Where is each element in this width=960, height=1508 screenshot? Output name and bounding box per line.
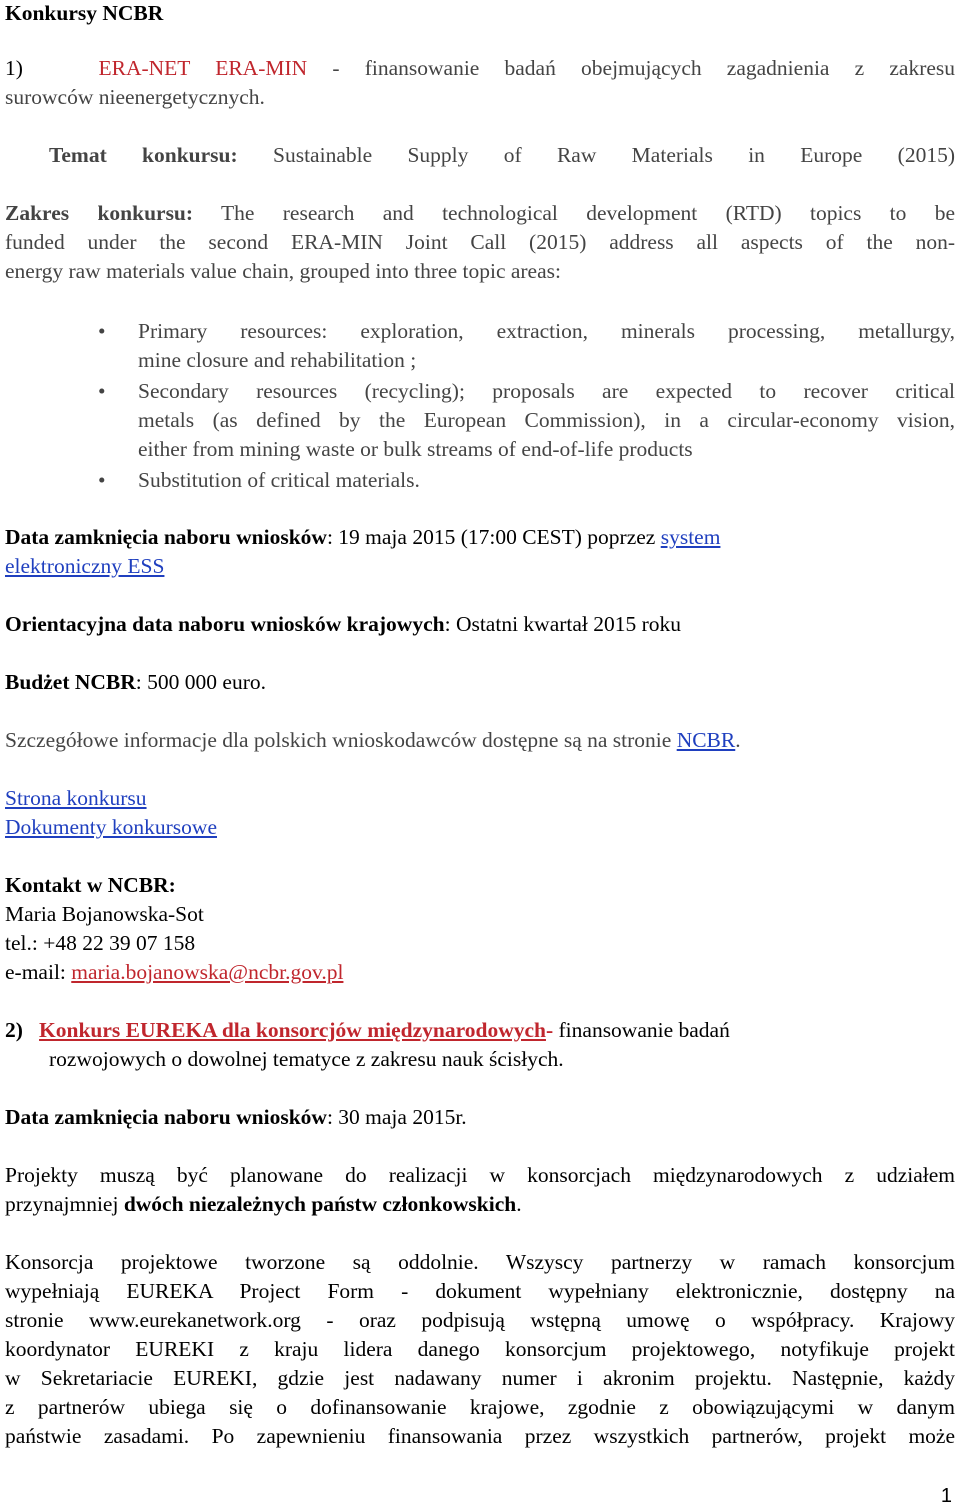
member-states-emphasis: dwóch niezależnych państw członkowskich — [123, 1192, 517, 1216]
details-text: Szczegółowe informacje dla polskich wnioskodawców dostępne są na stronie — [5, 728, 677, 752]
topic-list — [5, 317, 955, 495]
page-number: 1 — [940, 1485, 952, 1507]
consortia-line: wypełniają EUREKA Project Form - dokument wypełniany elektronicznie, dostępny na — [5, 1279, 955, 1303]
consortia-paragraph — [5, 1248, 955, 1451]
s2-deadline-value: : 30 maja 2015r. — [326, 1105, 467, 1129]
section-2-desc-line2: rozwojowych o dowolnej tematyce z zakresu nauk ścisłych. — [49, 1047, 564, 1071]
page-title: Konkursy NCBR — [5, 1, 164, 25]
details-row: Szczegółowe informacje dla polskich wnioskodawców dostępne są na stronie NCBR. — [5, 728, 741, 752]
section-1-desc-line2: surowców nieenergetycznych. — [5, 85, 265, 109]
consortia-line: państwie zasadami. Po zapewnieniu finansowania przez wszystkich partnerów, projekt może — [5, 1424, 955, 1448]
section-1-number: 1) — [5, 56, 23, 80]
consortia-line: w Sekretariacie EUREKI, gdzie jest nadawany numer i akronim projektu. Następnie, każdy — [5, 1366, 955, 1390]
zakres-line3: energy raw materials value chain, grouped into three topic areas: — [5, 259, 561, 283]
section-1-name: ERA-NET ERA-MIN — [98, 56, 308, 80]
links-block — [5, 784, 955, 842]
consortia-line: z partnerów ubiega się o dofinansowanie krajowe, zgodnie z obowiązującymi w danym — [5, 1395, 955, 1419]
bullet-icon: • — [98, 319, 106, 343]
zakres-label: Zakres konkursu: — [5, 201, 194, 225]
orient-value: : Ostatni kwartał 2015 roku — [444, 612, 682, 636]
ncbr-link[interactable]: NCBR — [676, 728, 736, 752]
budget-row — [5, 668, 955, 697]
zakres-line2: funded under the second ERA-MIN Joint Call (2015) address all aspects of the non- — [5, 230, 955, 254]
section-2-number: 2) — [5, 1018, 23, 1042]
deadline-label: Data zamknięcia naboru wniosków — [5, 525, 327, 549]
consortia-line: Konsorcja projektowe tworzone są oddolnie. Wszyscy partnerzy w ramach konsorcjum — [5, 1250, 955, 1274]
zakres-line1: The research and technological development (RTD) topics to be — [193, 201, 956, 225]
dokumenty-konkursowe-link[interactable]: Dokumenty konkursowe — [5, 815, 217, 839]
contact-tel: tel.: +48 22 39 07 158 — [5, 931, 196, 955]
contact-email-link[interactable]: maria.bojanowska@ncbr.gov.pl — [71, 960, 344, 984]
contact-email-label: e-mail: — [5, 960, 72, 984]
bullet-icon: • — [98, 468, 106, 492]
consortia-line: stronie www.eurekanetwork.org - oraz podpisują wstępną umowę o współpracy. Krajowy — [5, 1308, 955, 1332]
contact-block — [5, 871, 955, 987]
section-2-header: 2) Konkurs EUREKA dla konsorcjów międzynarodowych- finansowanie badań rozwojowych o dowolnej tematyce z zakresu nauk ścisłych. — [5, 1016, 955, 1074]
contact-name: Maria Bojanowska-Sot — [5, 902, 204, 926]
zakres-block — [5, 199, 955, 286]
orient-row — [5, 610, 955, 639]
projects-paragraph: Projekty muszą być planowane do realizacji w konsorcjach międzynarodowych z udziałem przynajmniej dwóch niezależnych państw członkowskich. — [5, 1163, 955, 1216]
ess-system-link[interactable]: system — [660, 525, 721, 549]
topic-item: • Primary resources: exploration, extraction, minerals processing, metallurgy, mine closure and rehabilitation ; — [98, 319, 955, 372]
strona-konkursu-link[interactable]: Strona konkursu — [5, 786, 147, 810]
ess-electronic-link[interactable]: elektroniczny ESS — [5, 554, 165, 578]
topic-item: • Secondary resources (recycling); proposals are expected to recover critical metals (as defined by the European Commission), in a circular-economy vision, either from mining waste or bulk streams of end-of-life products — [98, 379, 955, 461]
budget-label: Budżet NCBR — [5, 670, 136, 694]
budget-value: : 500 000 euro. — [135, 670, 266, 694]
eureka-contest-link[interactable]: Konkurs EUREKA dla konsorcjów międzynarodowych — [39, 1018, 546, 1042]
deadline-block — [5, 523, 955, 581]
temat-label: Temat konkursu: — [49, 143, 238, 167]
section-1-header — [5, 54, 955, 112]
s2-deadline-label: Data zamknięcia naboru wniosków — [5, 1105, 327, 1129]
deadline-value: : 19 maja 2015 (17:00 CEST) poprzez — [326, 525, 661, 549]
orient-label: Orientacyjna data naboru wniosków krajowych — [5, 612, 445, 636]
s2-deadline-row — [5, 1103, 955, 1132]
consortia-line: koordynator EUREKI z kraju lidera danego konsorcjum projektowego, notyfikuje projekt — [5, 1337, 955, 1361]
section-2-desc: finansowanie badań — [553, 1018, 730, 1042]
bullet-icon: • — [98, 379, 106, 403]
contact-label: Kontakt w NCBR: — [5, 873, 176, 897]
temat-row — [49, 141, 955, 170]
section-1-desc: - finansowanie badań obejmujących zagadnienia z zakresu — [307, 56, 956, 80]
topic-item: • Substitution of critical materials. — [138, 466, 955, 495]
temat-value: Sustainable Supply of Raw Materials in Europe (2015) — [237, 143, 955, 167]
